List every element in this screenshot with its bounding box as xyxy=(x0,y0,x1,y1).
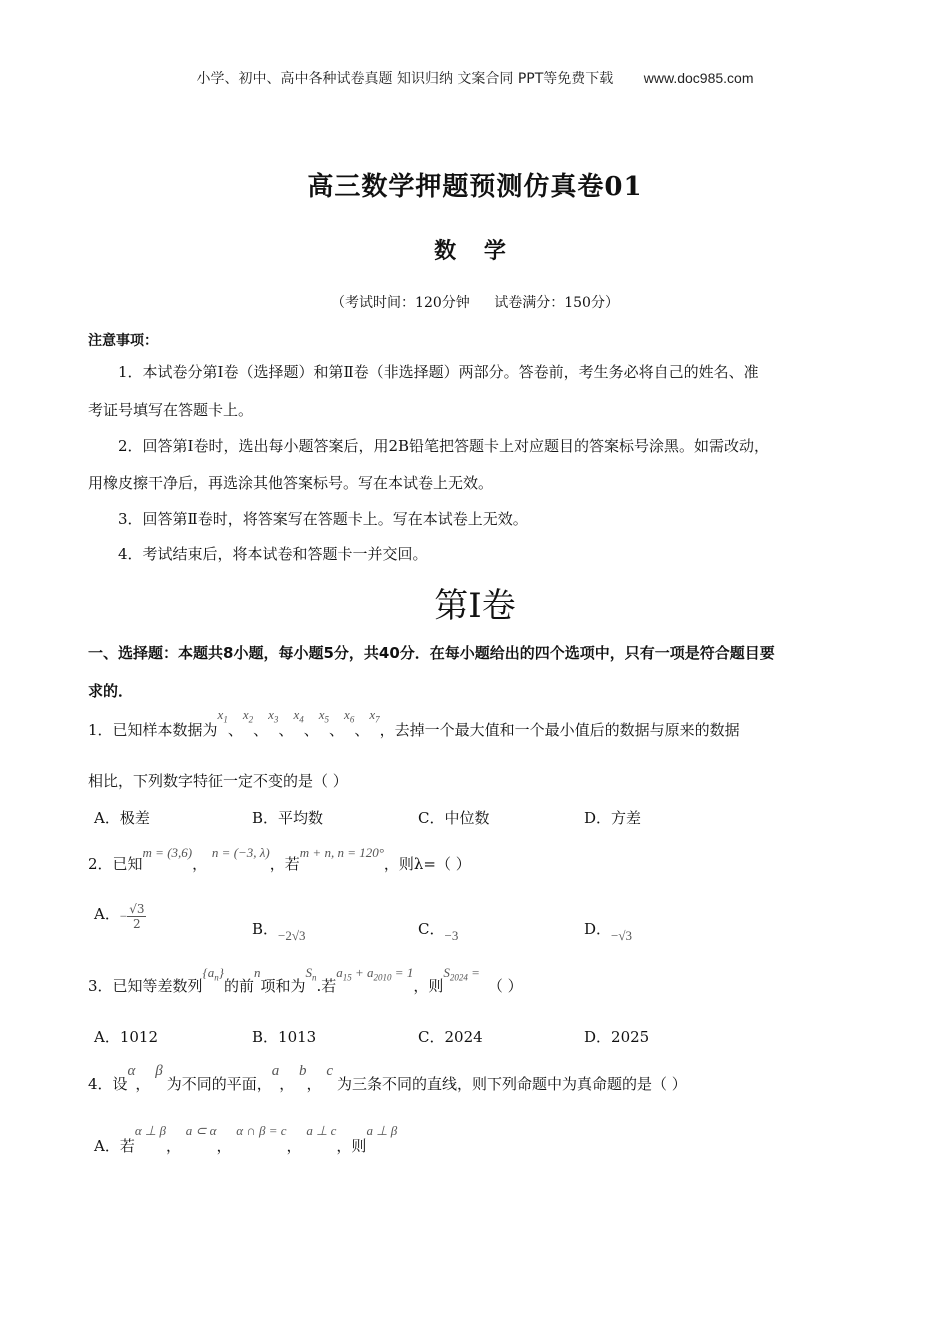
q4-cond-1: α ⊥ β xyxy=(134,1123,166,1138)
q1-x7: $x_7$ xyxy=(369,707,380,725)
q2-option-b-label: B． xyxy=(252,920,279,938)
q4-mid: 为不同的平面， xyxy=(166,1075,272,1093)
q2-option-a-numerator: √3 xyxy=(129,902,145,916)
q4-cond-5: a ⊥ β xyxy=(366,1123,398,1138)
q2-n: n = (−3, λ) xyxy=(211,845,270,860)
q2-m: m = (3,6) xyxy=(142,845,193,860)
q3-s2024-eq: = xyxy=(471,965,480,980)
q1-prefix: 1．已知样本数据为 xyxy=(88,721,218,739)
q3-s2024 xyxy=(443,965,480,983)
q4-comma: ， xyxy=(216,1137,232,1155)
q1-x6: $x_6$ xyxy=(344,707,355,725)
part-title: 第Ⅰ卷 xyxy=(434,586,516,626)
section-heading xyxy=(88,634,864,710)
q3-seq-open: {a xyxy=(202,965,215,980)
q1-option-c[interactable]: C．中位数 xyxy=(418,809,490,827)
q1-x1: $x_1$ xyxy=(217,707,228,725)
exam-time: （考试时间：120分钟 xyxy=(331,295,470,311)
q3-sn-s: S xyxy=(305,965,312,980)
q3-eq xyxy=(336,965,414,983)
q4-comma: ， xyxy=(306,1075,322,1093)
q4-c: c xyxy=(326,1063,333,1079)
q3-mid: 的前 xyxy=(223,977,254,995)
q4-cond-2: a ⊂ α xyxy=(185,1123,217,1138)
q1-sep: 、 xyxy=(227,721,243,739)
question-3 xyxy=(88,962,864,1002)
q2-option-d-label: D． xyxy=(584,920,612,938)
q4-comma: ， xyxy=(279,1075,295,1093)
q2-comma: ， xyxy=(192,855,208,873)
q4-suffix: 为三条不同的直线，则下列命题中为真命题的是（ ） xyxy=(336,1075,687,1093)
exam-score: 试卷满分：150分） xyxy=(494,295,619,311)
q3-paren: （ ） xyxy=(487,977,523,995)
q1-x5: $x_5$ xyxy=(318,707,330,725)
page-title: 高三数学押题预测仿真卷01 xyxy=(307,172,643,202)
note-1a: 1．本试卷分第Ⅰ卷（选择题）和第Ⅱ卷（非选择题）两部分。答卷前，考生务必将自己的姓名、准 xyxy=(118,363,759,381)
q2-cond: m + n, n = 120° xyxy=(299,845,384,860)
q2-ruo: ，若 xyxy=(269,855,300,873)
q4-option-a-label: A．若 xyxy=(94,1137,135,1155)
q4-comma: ， xyxy=(135,1075,151,1093)
q1-x3: $x_3$ xyxy=(268,707,279,725)
q4-cond-3: α ∩ β = c xyxy=(236,1123,287,1138)
q4-comma: ， xyxy=(286,1137,302,1155)
question-1 xyxy=(88,707,864,750)
q1-sep: 、 xyxy=(278,721,294,739)
note-1b: 考证号填写在答题卡上。 xyxy=(88,401,254,419)
q3-seq-close: } xyxy=(218,965,224,980)
q3-option-c[interactable]: C．2024 xyxy=(418,1028,483,1046)
q2-option-a-denominator: 2 xyxy=(133,917,141,931)
q1-sep: 、 xyxy=(329,721,345,739)
q3-mid2: 项和为 xyxy=(260,977,306,995)
q3-eq-a: a xyxy=(336,965,343,980)
note-2a: 2．回答第Ⅰ卷时，选出每小题答案后，用2B铅笔把答题卡上对应题目的答案标号涂黑。如需改动， xyxy=(118,437,770,455)
q2-option-c-value: −3 xyxy=(444,928,459,943)
q1-sep: 、 xyxy=(253,721,269,739)
q3-eq-sub2010: 2010 xyxy=(373,972,392,983)
q1-suffix: ，去掉一个最大值和一个最小值后的数据与原来的数据 xyxy=(379,721,740,739)
q2-option-a[interactable] xyxy=(94,902,146,931)
q2-option-a-sign: − xyxy=(119,908,128,924)
section-line-2: 求的． xyxy=(88,682,134,700)
q4-comma: ， xyxy=(165,1137,181,1155)
q3-s2024-s: S xyxy=(443,965,450,980)
question-2 xyxy=(88,842,864,882)
q4-option-a[interactable] xyxy=(94,1120,870,1160)
subject-title: 数 学 xyxy=(434,238,516,264)
q1-x2: $x_2$ xyxy=(242,707,254,725)
q1-sep: 、 xyxy=(354,721,370,739)
q3-prefix: 3．已知等差数列 xyxy=(88,977,203,995)
q2-option-d-value: −√3 xyxy=(611,928,632,943)
exam-info xyxy=(0,292,950,312)
q4-beta: β xyxy=(155,1063,163,1079)
q3-ze: ，则 xyxy=(413,977,444,995)
q1-line-2: 相比，下列数字特征一定不变的是（ ） xyxy=(88,772,348,790)
header-site-link[interactable]: www.doc985.com xyxy=(643,70,754,86)
q3-ruo: .若 xyxy=(316,977,337,995)
q3-eq-sub15: 15 xyxy=(342,972,352,983)
q2-option-a-fraction xyxy=(127,902,146,931)
note-3: 3．回答第Ⅱ卷时，将答案写在答题卡上。写在本试卷上无效。 xyxy=(118,510,528,528)
q3-option-a[interactable]: A．1012 xyxy=(94,1028,159,1046)
q2-option-c-label: C． xyxy=(418,920,445,938)
question-4 xyxy=(88,1060,864,1100)
note-4: 4．考试结束后，将本试卷和答题卡一并交回。 xyxy=(118,545,428,563)
q4-a: a xyxy=(271,1063,280,1079)
q2-option-b[interactable] xyxy=(252,918,306,943)
q3-seq xyxy=(202,965,224,983)
q3-sn xyxy=(305,965,317,983)
q3-seq-sub: n xyxy=(214,972,219,983)
q1-option-a[interactable]: A．极差 xyxy=(94,809,150,827)
q4-prefix: 4．设 xyxy=(88,1075,128,1093)
q2-option-d[interactable] xyxy=(584,918,632,943)
q1-x4: $x_4$ xyxy=(293,707,304,725)
section-line-1: 一、选择题：本题共8小题，每小题5分，共40分．在每小题给出的四个选项中，只有一项是符合题目要 xyxy=(88,644,775,662)
q1-sep: 、 xyxy=(303,721,319,739)
q2-prefix: 2．已知 xyxy=(88,855,143,873)
q2-option-c[interactable] xyxy=(418,918,459,943)
q3-option-b[interactable]: B．1013 xyxy=(252,1028,317,1046)
q2-option-a-label: A． xyxy=(94,904,120,923)
q3-sn-sub: n xyxy=(311,972,317,983)
q3-s2024-sub: 2024 xyxy=(449,972,468,983)
notes-heading: 注意事项： xyxy=(88,333,158,349)
q4-then: ，则 xyxy=(336,1137,367,1155)
q1-option-d[interactable]: D．方差 xyxy=(584,809,642,827)
site-header xyxy=(0,68,950,88)
header-text: 小学、初中、高中各种试卷真题 知识归纳 文案合同 PPT等免费下载 xyxy=(196,71,614,87)
q1-option-b[interactable]: B．平均数 xyxy=(252,809,324,827)
q4-b: b xyxy=(299,1063,307,1079)
q4-alpha: α xyxy=(127,1063,136,1079)
q3-eq-end: = 1 xyxy=(394,965,414,980)
q3-eq-plus: + a xyxy=(355,965,374,980)
q3-option-d[interactable]: D．2025 xyxy=(584,1028,650,1046)
q2-option-b-value: −2√3 xyxy=(278,928,306,943)
q2-suffix: ，则λ=（ ） xyxy=(383,855,471,873)
q3-n: n xyxy=(253,965,261,980)
q4-cond-4: a ⊥ c xyxy=(306,1123,337,1138)
note-2b: 用橡皮擦干净后，再选涂其他答案标号。写在本试卷上无效。 xyxy=(88,474,494,492)
